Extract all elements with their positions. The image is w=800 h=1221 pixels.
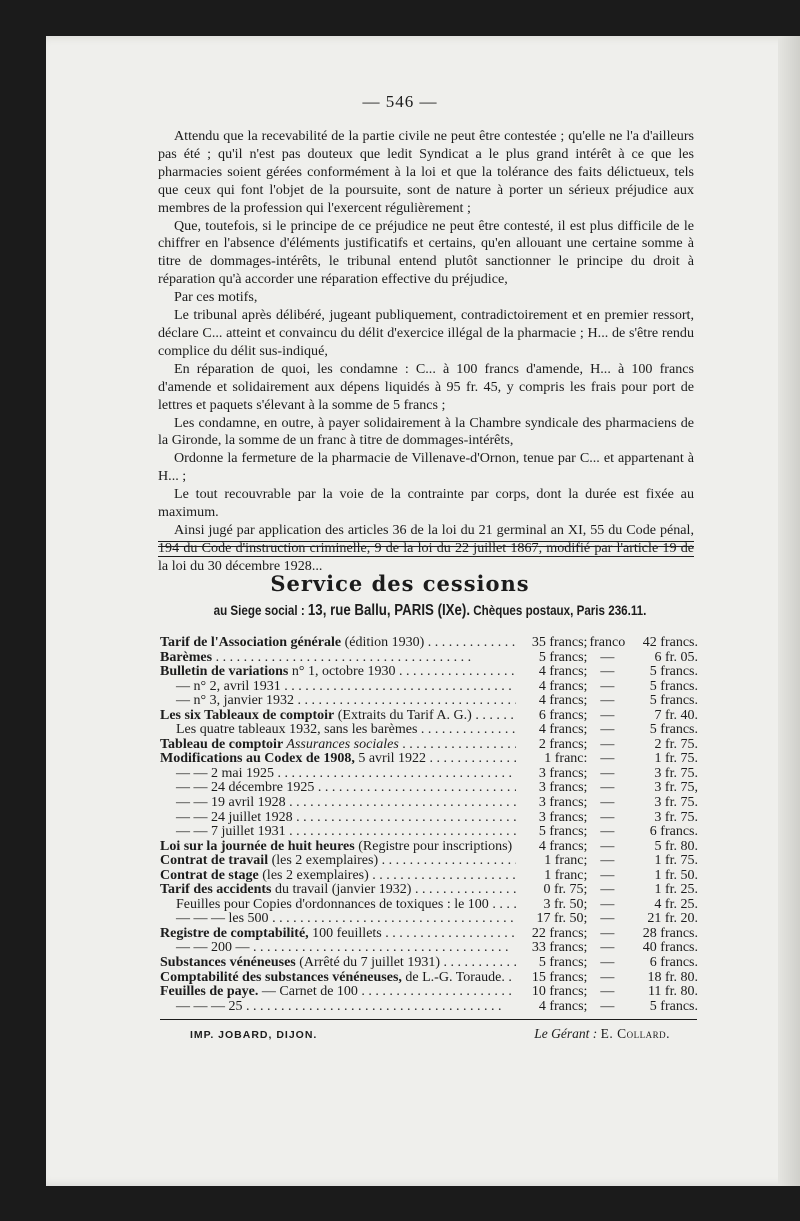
item-title: Bulletin de variations: [160, 665, 289, 680]
franco-marker: —: [600, 736, 615, 752]
item-detail: — — 19 avril 1928: [176, 796, 286, 811]
gerant-label: Le Gérant :: [534, 1026, 598, 1041]
paragraph: Le tribunal après délibéré, jugeant publiquement, contradictoirement et en premier ressort, déclare C... atteint et convaincu du délit d'exercice illégal de la pharmacie ; H... de s'être rendu complice du délit sus-indiqué,: [158, 307, 694, 359]
item-franco-price: 11 fr. 80.: [647, 984, 698, 1000]
item-franco-price: 28 francs.: [642, 925, 698, 941]
price-row: [160, 912, 698, 927]
price-row: [160, 869, 698, 884]
item-price: 5 francs;: [538, 955, 588, 971]
item-franco-price: 3 fr. 75,: [654, 780, 698, 796]
item-detail: — — 24 décembre 1925: [176, 781, 315, 796]
item-label: [160, 781, 516, 796]
item-price: 4 francs;: [538, 693, 588, 709]
address-suffix: Chèques postaux, Paris 236.11.: [473, 602, 647, 618]
franco-marker: —: [600, 998, 615, 1014]
price-row: [160, 825, 698, 840]
item-price: 4 francs;: [538, 722, 588, 738]
price-row: [160, 738, 698, 753]
item-price: 10 francs;: [531, 984, 588, 1000]
franco-marker: —: [600, 867, 615, 883]
price-row: [160, 956, 698, 971]
item-title: Contrat de travail: [160, 854, 269, 869]
franco-marker: —: [600, 751, 615, 767]
item-title: Feuilles de paye.: [160, 985, 259, 1000]
franco-marker: —: [600, 693, 615, 709]
item-price: 4 francs;: [538, 678, 588, 694]
item-detail: 5 avril 1922: [354, 752, 426, 767]
item-title: Barèmes: [160, 650, 213, 665]
item-price: 1 franc:: [544, 751, 588, 767]
item-detail: n° 1, octobre 1930: [288, 665, 396, 680]
item-price: 0 fr. 75;: [543, 882, 588, 898]
item-label: [160, 912, 516, 927]
item-detail: de L.-G. Toraude.: [401, 970, 505, 985]
item-title: Registre de comptabilité,: [160, 926, 309, 941]
item-label: [160, 985, 516, 1000]
gerant-name: E. Collard.: [600, 1026, 670, 1041]
item-detail: (Arrêté du 7 juillet 1931): [295, 956, 440, 971]
item-franco-price: 5 francs.: [649, 678, 698, 694]
item-price: 3 francs;: [538, 765, 588, 781]
price-row: [160, 665, 698, 680]
printer-credit: IMP. JOBARD, DIJON.: [190, 1029, 318, 1041]
item-price: 6 francs;: [538, 707, 588, 723]
franco-marker: —: [600, 969, 615, 985]
item-label: [160, 651, 516, 666]
paragraph: Par ces motifs,: [174, 289, 258, 306]
paragraph: Le tout recouvrable par la voie de la contrainte par corps, dont la durée est fixée au maximum.: [158, 486, 694, 521]
franco-marker: franco: [589, 635, 626, 650]
item-label: [160, 796, 516, 811]
item-price: 2 francs;: [538, 736, 588, 752]
franco-marker: —: [600, 795, 615, 811]
item-franco-price: 1 fr. 75.: [654, 853, 698, 869]
item-detail: — n° 2, avril 1931: [176, 679, 281, 694]
item-price: 3 fr. 50;: [543, 896, 588, 912]
item-price: 3 francs;: [538, 780, 588, 796]
item-franco-price: 1 fr. 75.: [654, 751, 698, 767]
address-prefix: au Siege social :: [213, 602, 305, 618]
item-label: [160, 636, 516, 651]
item-franco-price: 3 fr. 75.: [654, 765, 698, 781]
item-detail: — — 2 mai 1925: [176, 766, 274, 781]
item-price: 22 francs;: [531, 925, 588, 941]
item-detail: (Extraits du Tarif A. G.): [334, 708, 472, 723]
price-row: [160, 898, 698, 913]
item-title: Tarif des accidents: [160, 883, 272, 898]
item-price: 4 francs;: [538, 664, 588, 680]
price-row: [160, 767, 698, 782]
item-label: [160, 927, 516, 942]
item-label: [160, 840, 516, 855]
franco-marker: —: [600, 780, 615, 796]
item-label: [160, 825, 516, 840]
paragraph: Ainsi jugé par application des articles 36 de la loi du 21 germinal an XI, 55 du Code pénal, 194 du Code d'instruction criminelle, 9 de la loi du 22 juillet 1867, modifié par l'article 19 de la loi du 30 décembre 1928...: [158, 521, 694, 574]
franco-marker: —: [600, 765, 615, 781]
franco-marker: —: [600, 824, 615, 840]
item-detail: 100 feuillets: [308, 926, 382, 941]
paragraph: Que, toutefois, si le principe de ce préjudice ne peut être contesté, il est plus difficile de le chiffrer en l'absence d'éléments justificatifs et certains, qu'en allouant une certaine somme à titre de dommages-intérêts, le tribunal entend plutôt sanctionner le principe du droit à réparation qu'à accorder une réparation effective du préjudice,: [158, 217, 694, 288]
item-detail: (les 2 exemplaires): [258, 868, 369, 883]
item-detail: Les quatre tableaux 1932, sans les barèmes: [176, 723, 418, 738]
item-price: 17 fr. 50;: [536, 911, 588, 927]
item-label: [160, 767, 516, 782]
price-row: [160, 781, 698, 796]
item-franco-price: 6 francs.: [649, 824, 698, 840]
price-row: [160, 985, 698, 1000]
price-row: [160, 680, 698, 695]
price-row: [160, 796, 698, 811]
item-detail: du travail (janvier 1932): [271, 883, 412, 898]
price-row: [160, 1000, 698, 1015]
page-number: — 546 —: [362, 92, 438, 111]
double-divider: [158, 541, 694, 547]
franco-marker: —: [600, 853, 615, 869]
price-row: [160, 840, 698, 855]
item-label: [160, 854, 516, 869]
price-row: [160, 752, 698, 767]
judgment-text: [158, 128, 694, 576]
price-row: [160, 636, 698, 651]
address-main: 13, rue Ballu, PARIS (IXe).: [307, 602, 471, 619]
item-franco-price: 4 fr. 25.: [654, 896, 698, 912]
item-detail: (édition 1930): [341, 636, 425, 650]
item-detail: (les 2 exemplaires): [268, 854, 379, 869]
price-row: [160, 723, 698, 738]
item-detail: (Registre pour inscriptions): [354, 839, 513, 854]
item-title: Loi sur la journée de huit heures: [160, 839, 355, 854]
item-detail: — — 7 juillet 1931: [176, 825, 286, 840]
item-franco-price: 5 francs.: [649, 722, 698, 738]
franco-marker: —: [600, 722, 615, 738]
item-franco-price: 6 francs.: [649, 955, 698, 971]
item-franco-price: 5 fr. 80.: [654, 838, 698, 854]
franco-marker: —: [600, 809, 615, 825]
item-price: 4 francs;: [538, 998, 588, 1014]
item-label: [160, 723, 516, 738]
price-row: [160, 811, 698, 826]
price-row: [160, 927, 698, 942]
franco-marker: —: [600, 664, 615, 680]
gerant-credit: [534, 1026, 670, 1042]
franco-marker: —: [600, 838, 615, 854]
price-row: [160, 941, 698, 956]
franco-marker: —: [600, 984, 615, 1000]
item-detail: Feuilles pour Copies d'ordonnances de toxiques : le 100: [176, 897, 489, 912]
paragraph: Attendu que la recevabilité de la partie civile ne peut être contestée ; qu'elle ne l'a d'ailleurs pas été ; qu'il n'est pas douteux que ledit Syndicat a le plus grand intérêt à ce que les pharmacies soient gérées conformément à la loi et que la tolérance des faits délictueux, tels que ceux qui font l'objet de la poursuite, sont de nature à porter un sérieux préjudice aux membres de la profession qui l'exercent régulièrement ;: [158, 128, 694, 216]
item-franco-price: 5 francs.: [649, 693, 698, 709]
paragraph: Ordonne la fermeture de la pharmacie de Villenave-d'Ornon, tenue par C... et appartenant à H... ;: [158, 450, 694, 485]
item-title: Comptabilité des substances vénéneuses,: [160, 970, 402, 985]
item-detail: — — 200 —: [176, 941, 250, 956]
item-franco-price: 3 fr. 75.: [654, 795, 698, 811]
footer-divider: [160, 1019, 697, 1020]
item-franco-price: 3 fr. 75.: [654, 809, 698, 825]
item-price: 5 francs;: [538, 649, 588, 665]
franco-marker: —: [600, 649, 615, 665]
item-detail: — — — les 500: [176, 912, 269, 927]
item-franco-price: 1 fr. 25.: [654, 882, 698, 898]
item-title: Tarif de l'Association générale: [160, 636, 342, 650]
item-label: [160, 869, 516, 884]
divider: [158, 556, 694, 557]
price-row: [160, 694, 698, 709]
item-label: [160, 811, 516, 826]
item-franco-price: 7 fr. 40.: [654, 707, 698, 723]
item-franco-price: 6 fr. 05.: [654, 649, 698, 665]
price-row: [160, 854, 698, 869]
item-label: [160, 971, 516, 986]
item-label: [160, 680, 516, 695]
item-label: [160, 1000, 516, 1015]
item-label: [160, 694, 516, 709]
item-franco-price: 40 francs.: [642, 940, 698, 956]
franco-marker: —: [600, 940, 615, 956]
price-row: [160, 709, 698, 724]
item-price: 3 francs;: [538, 809, 588, 825]
item-price: 35 francs;: [531, 635, 588, 650]
item-detail: — — 24 juillet 1928: [176, 810, 293, 825]
item-label: [160, 709, 516, 724]
item-franco-price: 42 francs.: [642, 635, 698, 650]
franco-marker: —: [600, 955, 615, 971]
item-title: Tableau de comptoir: [160, 737, 284, 752]
item-franco-price: 5 francs.: [649, 664, 698, 680]
paragraph: Les condamne, en outre, à payer solidairement à la Chambre syndicale des pharmaciens de la Gironde, la somme de un franc à titre de dommages-intérêts,: [158, 414, 694, 449]
franco-marker: —: [600, 707, 615, 723]
item-title: Substances vénéneuses: [160, 956, 296, 971]
item-price: 1 franc;: [544, 867, 588, 883]
item-detail: — Carnet de 100: [258, 985, 358, 1000]
item-price: 3 francs;: [538, 795, 588, 811]
price-row: [160, 651, 698, 666]
item-label: [160, 941, 516, 956]
paragraph: En réparation de quoi, les condamne : C... à 100 francs d'amende, H... à 100 francs d'amende et solidairement aux dépens liquidés à 95 fr. 45, y compris les frais pour port de lettres et paquets s'élevant à la somme de 5 francs ;: [158, 360, 694, 413]
franco-marker: —: [600, 678, 615, 694]
franco-marker: —: [600, 882, 615, 898]
franco-marker: —: [600, 911, 615, 927]
price-row: [160, 883, 698, 898]
franco-marker: —: [600, 925, 615, 941]
item-franco-price: 18 fr. 80.: [647, 969, 698, 985]
item-price: 1 franc;: [544, 853, 588, 869]
item-franco-price: 21 fr. 20.: [647, 911, 698, 927]
section-address: [73, 602, 787, 620]
item-detail: Assurances sociales: [283, 737, 399, 752]
item-detail: — — — 25: [176, 999, 243, 1014]
item-price: 33 francs;: [531, 940, 588, 956]
item-franco-price: 5 francs.: [649, 998, 698, 1014]
item-price: 5 francs;: [538, 824, 588, 840]
item-title: Les six Tableaux de comptoir: [160, 708, 335, 723]
price-row: [160, 971, 698, 986]
item-detail: — n° 3, janvier 1932: [176, 694, 294, 709]
item-label: [160, 738, 516, 753]
item-label: [160, 883, 516, 898]
item-franco-price: 2 fr. 75.: [654, 736, 698, 752]
item-label: [160, 956, 516, 971]
item-price: 15 francs;: [531, 969, 588, 985]
item-label: [160, 752, 516, 767]
section-title: Service des cessions: [270, 571, 530, 596]
franco-marker: —: [600, 896, 615, 912]
item-price: 4 francs;: [538, 838, 588, 854]
item-title: Contrat de stage: [160, 868, 259, 883]
item-label: [160, 898, 516, 913]
item-label: [160, 665, 516, 680]
price-list: [160, 636, 698, 1014]
item-franco-price: 1 fr. 50.: [654, 867, 698, 883]
item-title: Modifications au Codex de 1908,: [160, 752, 355, 767]
